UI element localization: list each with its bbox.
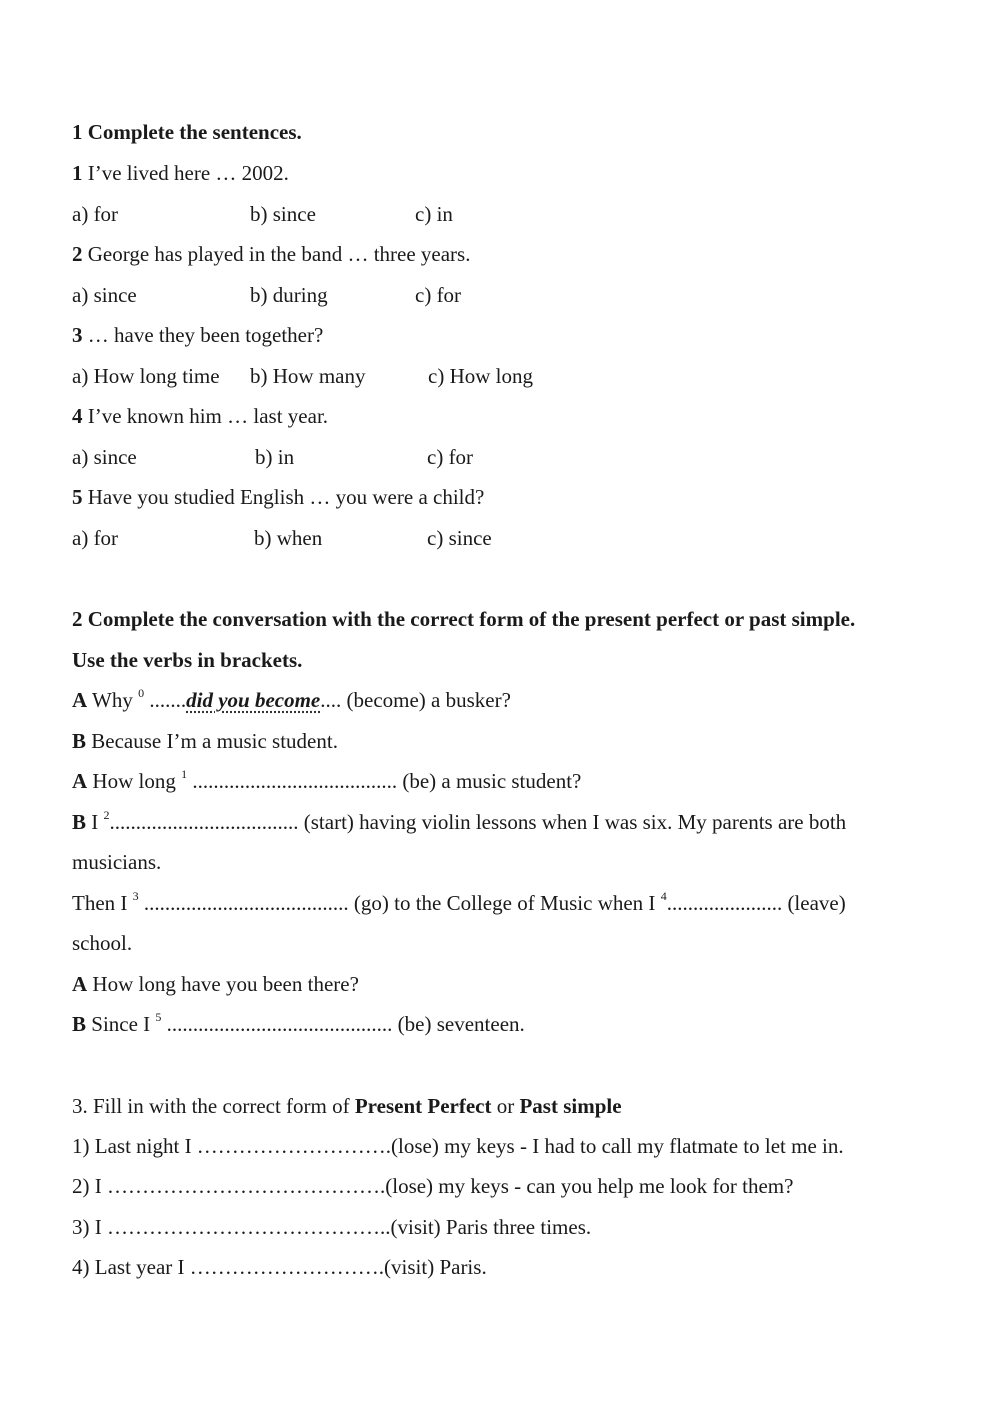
gap-number: 3 bbox=[132, 889, 139, 903]
gap-dots: ....... bbox=[144, 688, 187, 712]
option-c[interactable]: c) for bbox=[415, 283, 462, 307]
question-text: I’ve lived here … 2002. bbox=[82, 161, 289, 185]
option-c[interactable]: c) in bbox=[415, 202, 453, 226]
section-3-title bbox=[72, 1092, 622, 1120]
dialogue-line-5 bbox=[72, 1010, 525, 1038]
option-c[interactable]: c) since bbox=[427, 526, 492, 550]
example-answer: did you become bbox=[186, 688, 321, 712]
options-2 bbox=[72, 281, 772, 309]
title-text: or bbox=[491, 1094, 520, 1118]
dialogue-line-1 bbox=[72, 767, 581, 795]
exercise-3-item-1[interactable]: 1) Last night I ……………………….(lose) my keys - I had to call my flatmate to let me in. bbox=[72, 1134, 844, 1158]
gap-text[interactable]: .................................... (start) having violin lessons when I was six. My parents are both bbox=[109, 810, 847, 834]
title-text: 3. Fill in with the correct form of bbox=[72, 1094, 355, 1118]
gap-number: 4 bbox=[660, 889, 667, 903]
option-a[interactable]: a) for bbox=[72, 202, 119, 226]
line-text: How long bbox=[87, 769, 182, 793]
option-b[interactable]: b) How many bbox=[250, 364, 366, 388]
gap-number: 0 bbox=[138, 686, 145, 700]
dialogue-line-a3 bbox=[72, 970, 359, 998]
section-1-title-text: Complete the sentences. bbox=[87, 120, 302, 144]
question-text: Have you studied English … you were a child? bbox=[82, 485, 485, 509]
question-number: 5 bbox=[72, 485, 83, 509]
exercise-3-item-4[interactable]: 4) Last year I ……………………….(visit) Paris. bbox=[72, 1255, 487, 1279]
dialogue-line-3-cont: school. bbox=[72, 931, 133, 955]
line-text: How long have you been there? bbox=[87, 972, 359, 996]
gap-number: 5 bbox=[155, 1010, 162, 1024]
section-1-number: 1 bbox=[72, 120, 83, 144]
option-c[interactable]: c) How long bbox=[428, 364, 533, 388]
option-b[interactable]: b) in bbox=[255, 445, 295, 469]
options-1 bbox=[72, 200, 772, 228]
option-a[interactable]: a) since bbox=[72, 445, 137, 469]
question-2 bbox=[72, 240, 470, 268]
option-a[interactable]: a) for bbox=[72, 526, 119, 550]
gap-number: 1 bbox=[181, 767, 188, 781]
section-2-subtitle: Use the verbs in brackets. bbox=[72, 648, 303, 672]
line-text: I bbox=[86, 810, 104, 834]
dialogue-line-0 bbox=[72, 686, 511, 714]
section-1-title bbox=[72, 118, 302, 146]
options-3 bbox=[72, 362, 772, 390]
line-text: Because I’m a music student. bbox=[86, 729, 338, 753]
speaker: A bbox=[72, 688, 88, 712]
speaker: A bbox=[72, 972, 88, 996]
option-c[interactable]: c) for bbox=[427, 445, 474, 469]
question-number: 3 bbox=[72, 323, 83, 347]
gap-text[interactable]: ........................................... (be) seventeen. bbox=[161, 1012, 525, 1036]
question-text: I’ve known him … last year. bbox=[82, 404, 329, 428]
speaker: B bbox=[72, 729, 87, 753]
gap-text[interactable]: ....................................... (be) a music student? bbox=[187, 769, 582, 793]
question-text: George has played in the band … three years. bbox=[82, 242, 471, 266]
question-1 bbox=[72, 159, 289, 187]
gap-text[interactable]: ...................... (leave) bbox=[666, 891, 846, 915]
option-b[interactable]: b) during bbox=[250, 283, 328, 307]
question-4 bbox=[72, 402, 328, 430]
option-b[interactable]: b) when bbox=[254, 526, 323, 550]
title-bold: Present Perfect bbox=[354, 1094, 492, 1118]
line-text: Why bbox=[87, 688, 139, 712]
option-a[interactable]: a) since bbox=[72, 283, 137, 307]
question-number: 1 bbox=[72, 161, 83, 185]
title-bold: Past simple bbox=[519, 1094, 622, 1118]
options-4 bbox=[72, 443, 772, 471]
speaker: B bbox=[72, 810, 87, 834]
question-number: 2 bbox=[72, 242, 83, 266]
dialogue-line-3 bbox=[72, 889, 846, 917]
question-number: 4 bbox=[72, 404, 83, 428]
exercise-3-item-3[interactable]: 3) I …………………………………..(visit) Paris three times. bbox=[72, 1215, 592, 1239]
line-text: Since I bbox=[86, 1012, 156, 1036]
speaker: B bbox=[72, 1012, 87, 1036]
dialogue-line-2 bbox=[72, 808, 846, 836]
speaker: A bbox=[72, 769, 88, 793]
option-a[interactable]: a) How long time bbox=[72, 364, 220, 388]
options-5 bbox=[72, 524, 772, 552]
question-text: … have they been together? bbox=[82, 323, 324, 347]
section-2-title: 2 Complete the conversation with the correct form of the present perfect or past simple. bbox=[72, 607, 856, 631]
line-text: Then I bbox=[72, 891, 133, 915]
gap-dots: .... bbox=[320, 688, 342, 712]
line-text: (become) a busker? bbox=[341, 688, 511, 712]
question-3 bbox=[72, 321, 323, 349]
gap-number: 2 bbox=[103, 808, 110, 822]
gap-text[interactable]: ....................................... (go) to the College of Music when I bbox=[138, 891, 661, 915]
dialogue-line-2-cont: musicians. bbox=[72, 850, 162, 874]
exercise-3-item-2[interactable]: 2) I ………………………………….(lose) my keys - can you help me look for them? bbox=[72, 1174, 794, 1198]
question-5 bbox=[72, 483, 484, 511]
dialogue-line-b1 bbox=[72, 727, 338, 755]
option-b[interactable]: b) since bbox=[250, 202, 316, 226]
